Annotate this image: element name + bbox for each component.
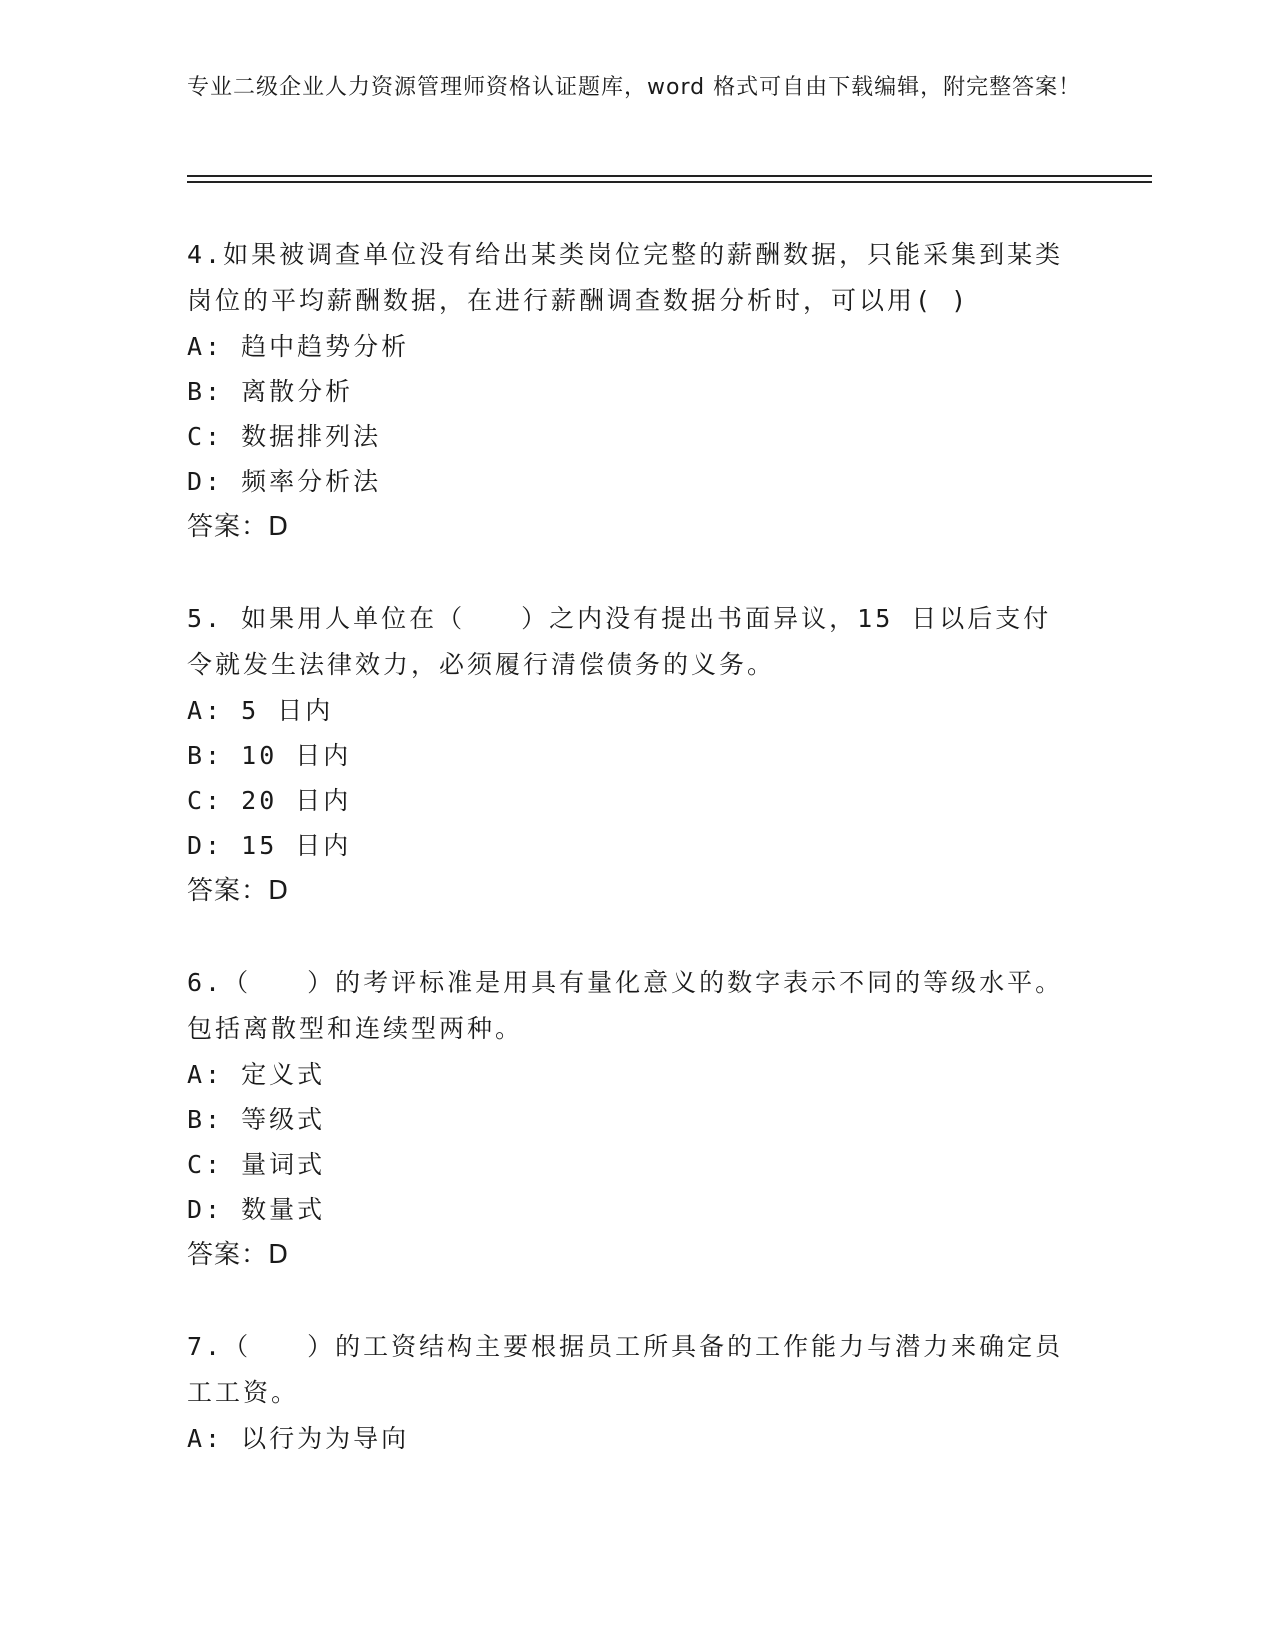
option-b: B: 10 日内: [187, 741, 352, 770]
option-a: A: 5 日内: [187, 696, 334, 725]
option-b: B: 离散分析: [187, 377, 354, 406]
question-4: [187, 232, 1067, 550]
option-b: B: 等级式: [187, 1105, 326, 1134]
option-c: C: 20 日内: [187, 786, 352, 815]
question-stem: 6.（ ）的考评标准是用具有量化意义的数字表示不同的等级水平。包括离散型和连续型两种。: [187, 968, 1064, 1043]
answer-line: 答案：D: [187, 876, 290, 906]
answer-line: 答案：D: [187, 1240, 290, 1270]
option-a: A: 以行为为导向: [187, 1424, 410, 1453]
option-d: D: 15 日内: [187, 831, 352, 860]
answer-line: 答案：D: [187, 512, 290, 542]
header-divider-top: [187, 175, 1152, 177]
option-d: D: 频率分析法: [187, 467, 382, 496]
question-5: [187, 596, 1067, 914]
question-stem: 5. 如果用人单位在（ ）之内没有提出书面异议，15 日以后支付令就发生法律效力，必须履行清偿债务的义务。: [187, 604, 1052, 679]
question-6: [187, 960, 1067, 1278]
question-stem: 4.如果被调查单位没有给出某类岗位完整的薪酬数据，只能采集到某类岗位的平均薪酬数据，在进行薪酬调查数据分析时，可以用( ): [187, 240, 1064, 315]
option-c: C: 数据排列法: [187, 422, 382, 451]
document-header: 专业二级企业人力资源管理师资格认证题库，word 格式可自由下载编辑，附完整答案！: [187, 75, 1082, 100]
question-7: [187, 1324, 1067, 1461]
option-d: D: 数量式: [187, 1195, 326, 1224]
option-c: C: 量词式: [187, 1150, 326, 1179]
option-a: A: 定义式: [187, 1060, 326, 1089]
option-a: A: 趋中趋势分析: [187, 332, 410, 361]
header-divider-bottom: [187, 181, 1152, 183]
question-stem: 7.（ ）的工资结构主要根据员工所具备的工作能力与潜力来确定员工工资。: [187, 1332, 1064, 1407]
